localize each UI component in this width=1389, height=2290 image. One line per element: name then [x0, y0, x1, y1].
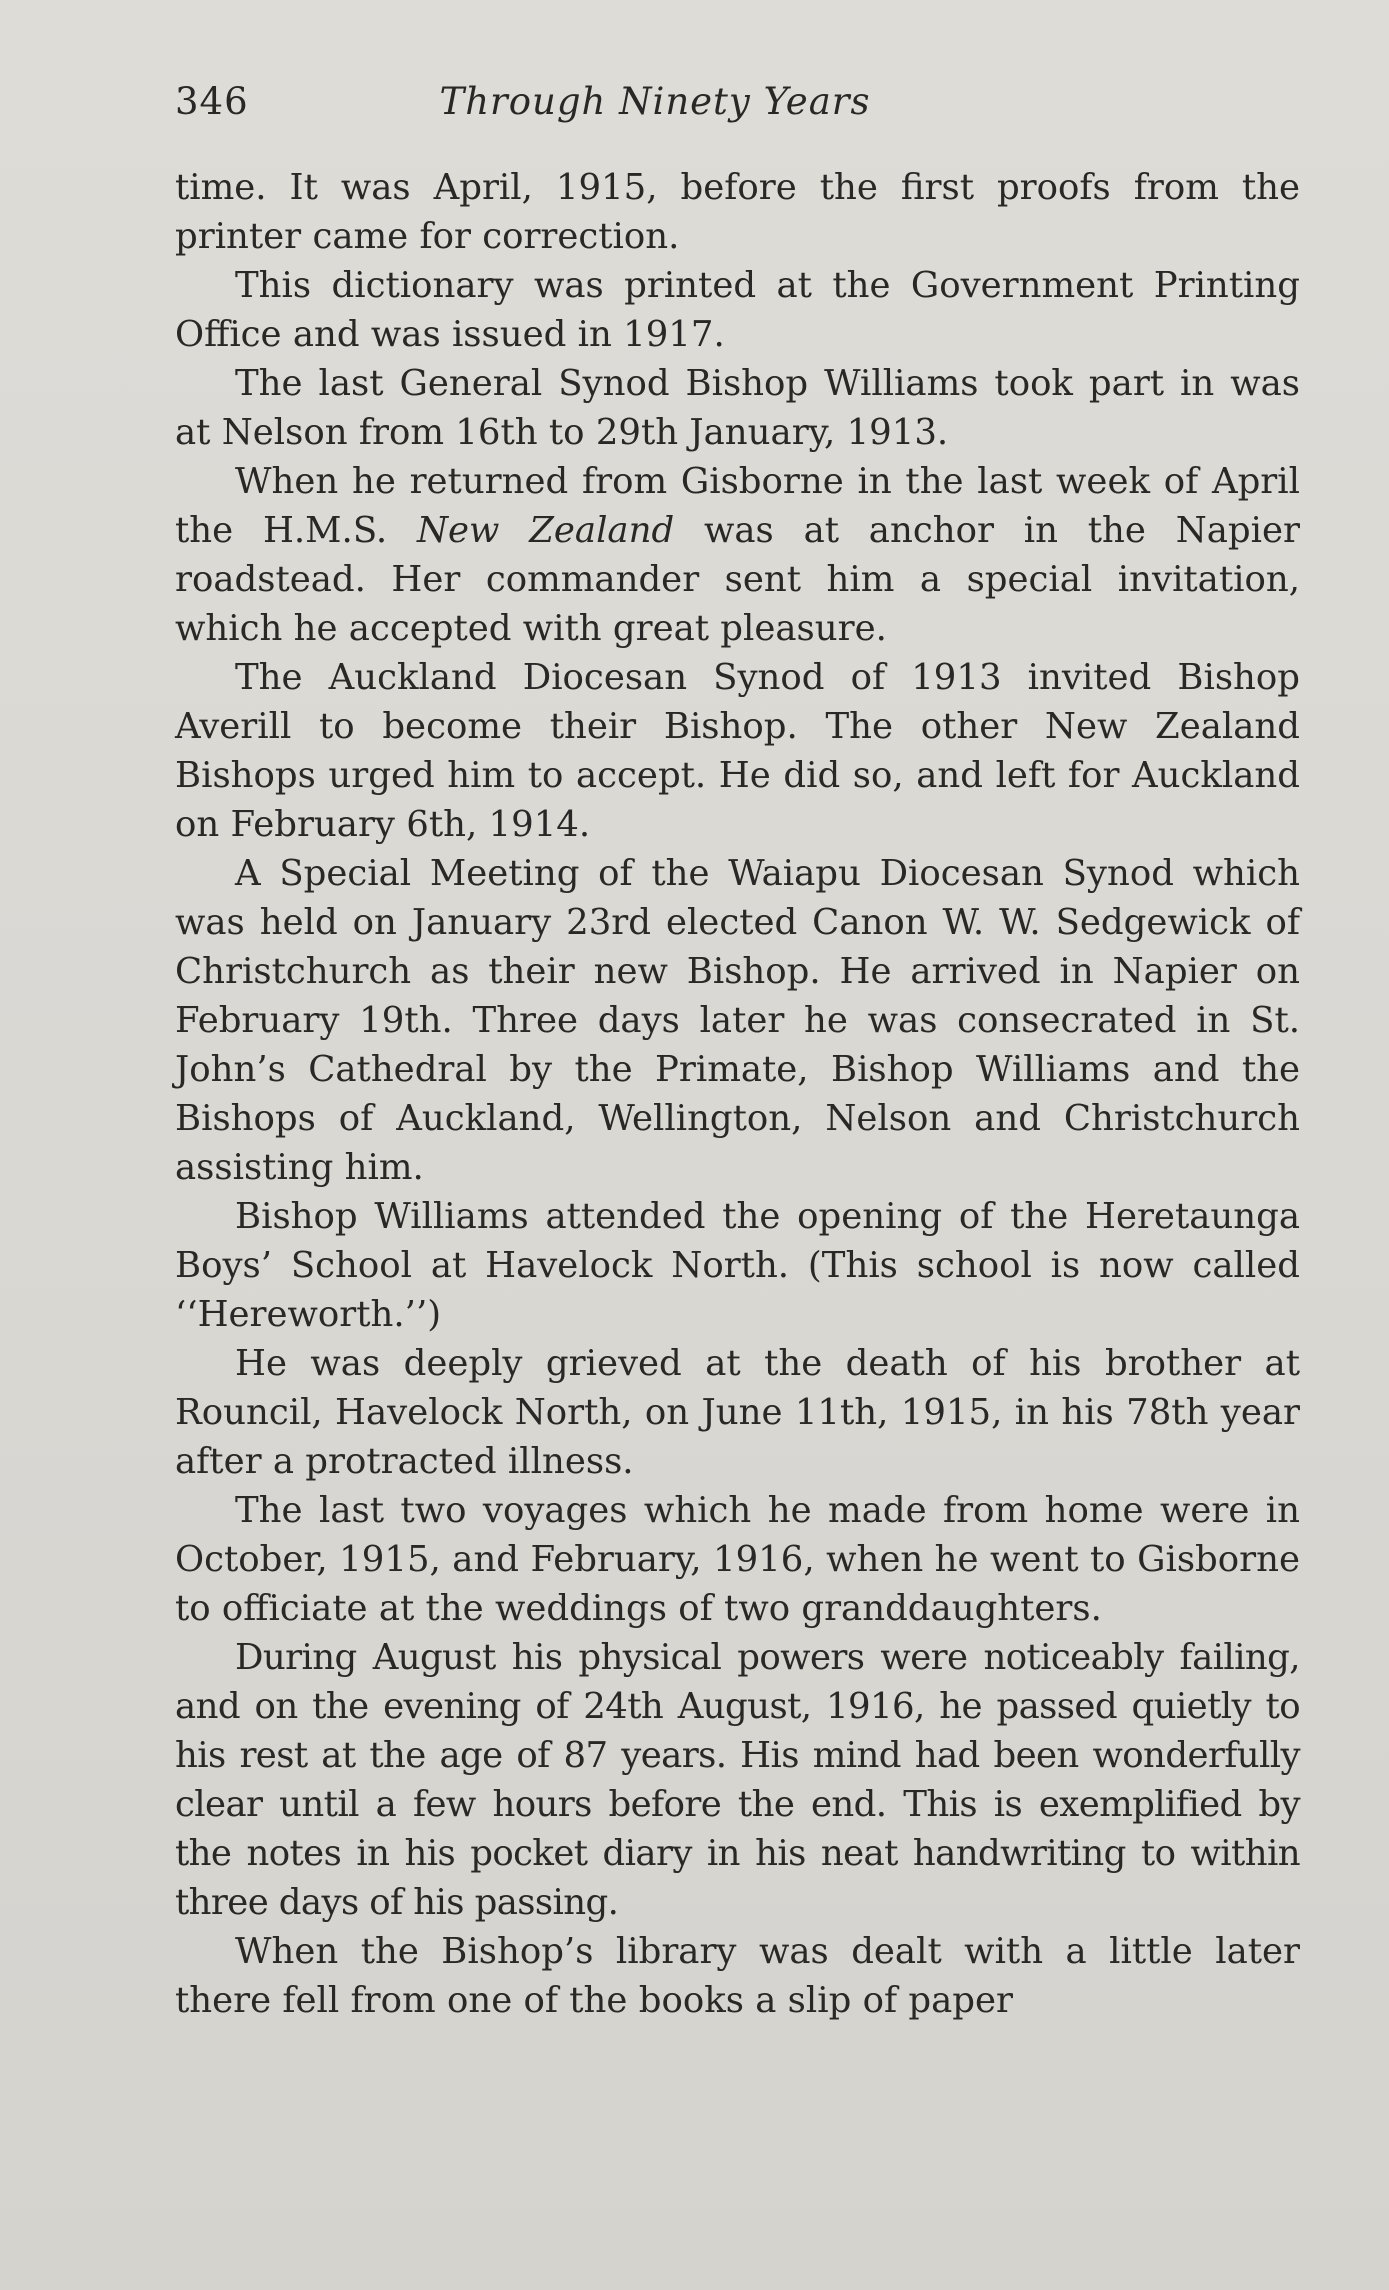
paragraph-7: Bishop Williams attended the opening of the Heretaunga Boys’ School at Havelock North. (This school is now called ‘‘Hereworth.’’) [175, 1196, 1300, 1335]
paragraph-11: When the Bishop’s library was dealt with a little later there fell from one of the books a slip of paper [175, 1931, 1300, 2021]
paragraph-5: The Auckland Diocesan Synod of 1913 invited Bishop Averill to become their Bishop. The other New Zealand Bishops urged him to accept. He did so, and left for Auckland on February 6th, 1914. [175, 657, 1300, 845]
paragraph-10: During August his physical powers were noticeably failing, and on the evening of 24th August, 1916, he passed quietly to his rest at the age of 87 years. His mind had been wonderfully clear until a few hours before the end. This is exemplified by the notes in his pocket diary in his neat handwriting to within three days of his passing. [175, 1637, 1300, 1923]
paragraph-1: time. It was April, 1915, before the first proofs from the printer came for correction. [175, 167, 1300, 257]
paragraph-4 [175, 457, 1300, 653]
paragraph-2: This dictionary was printed at the Government Printing Office and was issued in 1917. [175, 265, 1300, 355]
paragraph-9: The last two voyages which he made from home were in October, 1915, and February, 1916, when he went to Gisborne to officiate at the weddings of two granddaughters. [175, 1490, 1300, 1629]
running-title: Through Ninety Years [439, 80, 871, 123]
paragraph-6: A Special Meeting of the Waiapu Diocesan Synod which was held on January 23rd elected Canon W. W. Sedgewick of Christchurch as their new Bishop. He arrived in Napier on February 19th. Three days later he was consecrated in St. John’s Cathedral by the Primate, Bishop Williams and the Bishops of Auckland, Wellington, Nelson and Christchurch assisting him. [175, 853, 1300, 1188]
body-text [175, 163, 1300, 2025]
running-head [175, 80, 1300, 140]
page-number: 346 [175, 80, 249, 123]
ship-name: New Zealand [416, 510, 675, 551]
paragraph-3: The last General Synod Bishop Williams took part in was at Nelson from 16th to 29th January, 1913. [175, 363, 1300, 453]
paragraph-8: He was deeply grieved at the death of his brother at Rouncil, Havelock North, on June 11th, 1915, in his 78th year after a protracted illness. [175, 1343, 1300, 1482]
paragraph-4-end: was at anchor in the Napier roadstead. Her commander sent him a special invitation, which he accepted with great pleasure. [175, 510, 1300, 649]
paragraph-4-start: When he returned from Gisborne in the last week of April the H.M.S. [175, 461, 1300, 551]
